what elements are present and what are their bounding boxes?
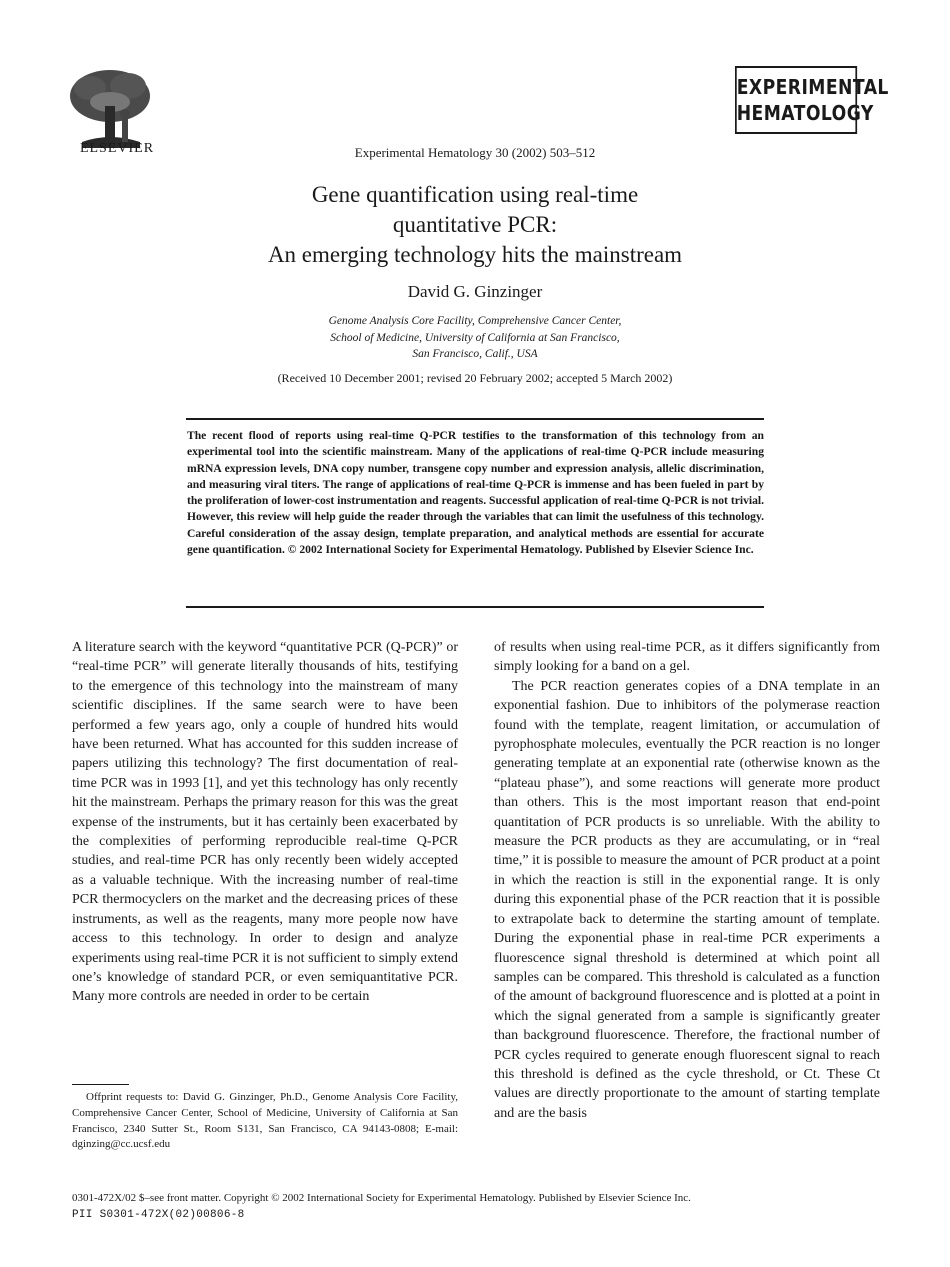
footnote-text: Offprint requests to: David G. Ginzinger, Ph.D., Genome Analysis Core Facility, Comprehensive Cancer Center, School of Medicine, University of California at San Francisco, 2340 Sutter St., Room S131, San Francisco, CA 94143-0808; E-mail: dginzing@cc.ucsf.edu: [72, 1091, 458, 1151]
brand-line-1: EXPERIMENTAL: [736, 75, 889, 99]
abstract-text: The recent flood of reports using real-time Q-PCR testifies to the transformation of this technology from an experimental tool into the scientific mainstream. Many of the applications of real-time Q-PCR include measuring mRNA expression levels, DNA copy number, transgene copy number and expression analysis, allelic discrimination, and measuring viral titers. The range of applications of real-time Q-PCR is immense and has been fueled in part by the proliferation of lower-cost instrumentation and reagents. Successful application of real-time Q-PCR is not trivial. However, this review will help guide the reader through the variables that can limit the usefulness of this technology. Careful consideration of the assay design, template preparation, and analytical methods are essential for accurate gene quantification. © 2002 International Society for Experimental Hematology. Published by Elsevier Science Inc.: [187, 429, 764, 557]
title-line-3: An emerging technology hits the mainstream: [267, 242, 683, 267]
publisher-name: ELSEVIER: [79, 141, 155, 156]
body-paragraph: of results when using real-time PCR, as it differs significantly from simply looking for a band on a gel.: [494, 640, 880, 675]
abstract-top-rule: [186, 418, 764, 420]
article-title: [200, 180, 750, 270]
body-column-right: [494, 638, 880, 1123]
abstract-bottom-rule: [186, 606, 764, 608]
footnote: [72, 1090, 458, 1153]
body-paragraph: A literature search with the keyword “quantitative PCR (Q-PCR)” or “real-time PCR” will generate literally thousands of hits, testifying to the emergence of this technology into the mainstream of many scientific disciplines. If the same search were to have been performed a few years ago, only a couple of hundred hits would have been returned. What has accounted for this sudden increase of papers utilizing this technology? The first documentation of real-time PCR was in 1993 [1], and yet this technology has only recently hit the mainstream. Perhaps the primary reason for this was the great expense of the instruments, but it has certainly been exacerbated by the complexities of performing reproducible real-time Q-PCR studies, and real-time PCR has only recently been widely accepted as a valuable technique. With the increasing number of real-time PCR thermocyclers on the market and the decreasing prices of these instruments, as well as the reagents, many more people now have access to this technology. In order to design and analyze experiments using real-time PCR it is not sufficient to simply extend one’s knowledge of standard PCR, or even semiquantitative PCR. Many more controls are needed in order to be certain: [72, 640, 458, 1005]
author-affiliation: [250, 313, 700, 363]
brand-line-2: HEMATOLOGY: [736, 101, 874, 125]
received-dates: (Received 10 December 2001; revised 20 February 2002; accepted 5 March 2002): [277, 371, 673, 385]
affiliation-line-2: School of Medicine, University of California at San Francisco,: [330, 331, 620, 344]
journal-brand-logo: [735, 66, 889, 134]
body-paragraph: The PCR reaction generates copies of a DNA template in an exponential fashion. Due to inhibitors of the polymerase reaction found with the template, reagent limitation, or accumulation of pyrophosphate molecules, eventually the PCR reaction is no longer generating template at an exponential rate (otherwise known as the “plateau phase”), and some reactions will generate more product than others. This is the most important reason that end-point quantitation of PCR products is so unreliable. With the ability to measure the PCR products as they are accumulating, or in “real time,” it is possible to measure the amount of PCR product at a point in which the reaction is still in the exponential range. It is only during this exponential phase of the PCR reaction that it is possible to extrapolate back to determine the starting amount of template. During the exponential phase in real-time PCR experiments a fluorescence signal threshold is determined at which point all samples can be compared. This threshold is calculated as a function of the amount of background fluorescence and is plotted at a point in which the signal generated from a sample is significantly greater than background fluorescence. Therefore, the fractional number of PCR cycles required to generate enough fluorescent signal to reach this threshold is defined as the cycle threshold, or Ct. These Ct values are directly proportionate to the amount of starting template and are the basis: [494, 678, 880, 1121]
copyright-line: 0301-472X/02 $–see front matter. Copyright © 2002 International Society for Experimental Hematology. Published by Elsevier Science Inc.: [72, 1192, 691, 1204]
affiliation-line-3: San Francisco, Calif., USA: [412, 348, 538, 360]
journal-citation: Experimental Hematology 30 (2002) 503–512: [354, 145, 596, 160]
title-line-1: Gene quantification using real-time: [311, 182, 639, 207]
title-line-2: quantitative PCR:: [392, 212, 558, 237]
body-column-left: [72, 638, 458, 1007]
footnote-rule: [72, 1084, 129, 1085]
author-name: David G. Ginzinger: [407, 282, 543, 301]
pii-line: PII S0301-472X(02)00806-8: [72, 1209, 245, 1221]
affiliation-line-1: Genome Analysis Core Facility, Comprehensive Cancer Center,: [328, 315, 622, 327]
